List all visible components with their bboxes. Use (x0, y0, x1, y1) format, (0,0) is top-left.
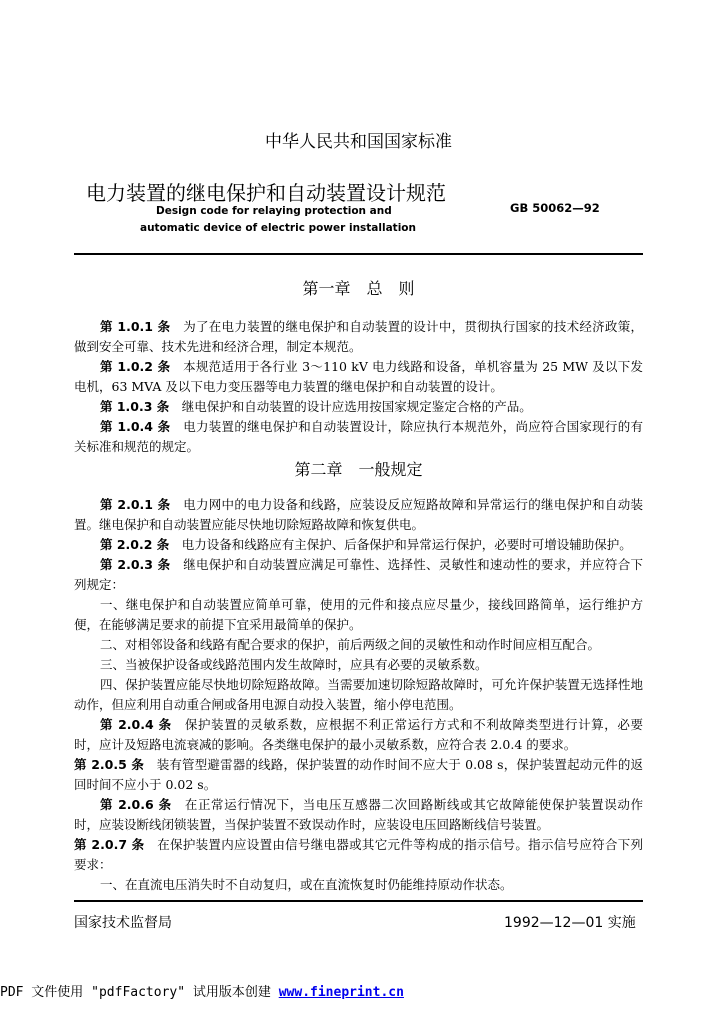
clause-label: 第 2.0.6 条 (100, 797, 172, 812)
clause-label: 第 1.0.3 条 (100, 399, 170, 414)
clause-2-0-3-item-3 (74, 655, 643, 675)
clause-2-0-3 (74, 555, 643, 595)
chapter-1-title: 第一章 总 则 (302, 279, 415, 298)
clause-2-0-7-item-1 (74, 875, 643, 895)
clause-1-0-1 (74, 317, 643, 357)
clause-label: 第 2.0.3 条 (100, 557, 171, 572)
clause-2-0-3-item-1 (74, 595, 643, 635)
issuer: 国家技术监督局 (74, 915, 172, 931)
clause-label: 第 2.0.7 条 (74, 837, 145, 852)
clause-2-0-2 (74, 535, 643, 555)
clause-text: 一、在直流电压消失时不自动复归，或在直流恢复时仍能维持原动作状态。 (100, 877, 513, 892)
clause-2-0-3-item-4 (74, 675, 643, 715)
document-title-en-line2: automatic device of electric power installation (140, 222, 416, 234)
clause-2-0-3-item-2 (74, 635, 643, 655)
clause-text: 本规范适用于各行业 3～110 kV 电力线路和设备，单机容量为 25 MW 及以下发电机，63 MVA 及以下电力变压器等电力装置的继电保护和自动装置的设计。 (74, 359, 644, 394)
clause-label: 第 1.0.1 条 (100, 319, 171, 334)
clause-2-0-1 (74, 495, 643, 535)
clause-text: 电力设备和线路应有主保护、后备保护和异常运行保护，必要时可增设辅助保护。 (169, 537, 632, 552)
document-title-cn: 电力装置的继电保护和自动装置设计规范 (86, 181, 446, 205)
clause-1-0-4 (74, 417, 643, 457)
chapter-2-title: 第二章 一般规定 (294, 460, 423, 479)
clause-label: 第 1.0.4 条 (100, 419, 171, 434)
clause-text: 在正常运行情况下，当电压互感器二次回路断线或其它故障能使保护装置误动作时，应装设断线闭锁装置，当保护装置不致误动作时，应装设电压回路断线信号装置。 (74, 797, 643, 832)
footer-divider (74, 900, 643, 902)
watermark-prefix: PDF 文件使用 "pdfFactory" 试用版本创建 (0, 985, 279, 1000)
header-divider (74, 253, 643, 255)
clause-2-0-4 (74, 715, 643, 755)
clause-text: 电力网中的电力设备和线路，应装设反应短路故障和异常运行的继电保护和自动装置。继电保护和自动装置应能尽快地切除短路故障和恢复供电。 (74, 497, 643, 532)
clause-2-0-6 (74, 795, 643, 835)
clause-text: 电力装置的继电保护和自动装置设计，除应执行本规范外，尚应符合国家现行的有关标准和规范的规定。 (74, 419, 643, 454)
clause-label: 第 2.0.1 条 (100, 497, 171, 512)
clause-label: 第 1.0.2 条 (100, 359, 171, 374)
clause-2-0-5 (74, 755, 643, 795)
clause-1-0-3 (74, 397, 643, 417)
pdf-watermark (0, 981, 404, 1000)
clause-text: 继电保护和自动装置的设计应选用按国家规定鉴定合格的产品。 (169, 399, 532, 414)
clause-text: 继电保护和自动装置应满足可靠性、选择性、灵敏性和速动性的要求，并应符合下列规定： (74, 557, 643, 592)
clause-2-0-7 (74, 835, 643, 875)
clause-text: 保护装置的灵敏系数，应根据不利正常运行方式和不利故障类型进行计算，必要时，应计及短路电流衰减的影响。各类继电保护的最小灵敏系数，应符合表 2.0.4 的要求。 (74, 717, 643, 752)
document-title-en-line1: Design code for relaying protection and (156, 205, 392, 217)
effective-date: 1992—12—01 实施 (504, 915, 636, 931)
clause-label: 第 2.0.2 条 (100, 537, 170, 552)
clause-text: 为了在电力装置的继电保护和自动装置的设计中，贯彻执行国家的技术经济政策，做到安全可靠、技术先进和经济合理，制定本规范。 (74, 319, 643, 354)
clause-1-0-2 (74, 357, 643, 397)
clause-text: 二、对相邻设备和线路有配合要求的保护，前后两级之间的灵敏性和动作时间应相互配合。 (100, 637, 601, 652)
clause-text: 三、当被保护设备或线路范围内发生故障时，应具有必要的灵敏系数。 (100, 657, 488, 672)
standard-number: GB 50062—92 (510, 201, 600, 215)
clause-text: 四、保护装置应能尽快地切除短路故障。当需要加速切除短路故障时，可允许保护装置无选择性地动作，但应利用自动重合闸或备用电源自动投入装置，缩小停电范围。 (74, 677, 643, 712)
watermark-link[interactable]: www.fineprint.cn (278, 985, 404, 1000)
clause-text: 在保护装置内应设置由信号继电器或其它元件等构成的指示信号。指示信号应符合下列要求： (74, 837, 643, 872)
standard-type-header: 中华人民共和国国家标准 (265, 132, 452, 152)
clause-label: 第 2.0.4 条 (100, 717, 172, 732)
clause-label: 第 2.0.5 条 (74, 757, 145, 772)
clause-text: 一、继电保护和自动装置应简单可靠，使用的元件和接点应尽量少，接线回路简单，运行维护方便，在能够满足要求的前提下宜采用最简单的保护。 (74, 597, 643, 632)
clause-text: 装有管型避雷器的线路，保护装置的动作时间不应大于 0.08 s，保护装置起动元件的返回时间不应小于 0.02 s。 (74, 757, 643, 792)
